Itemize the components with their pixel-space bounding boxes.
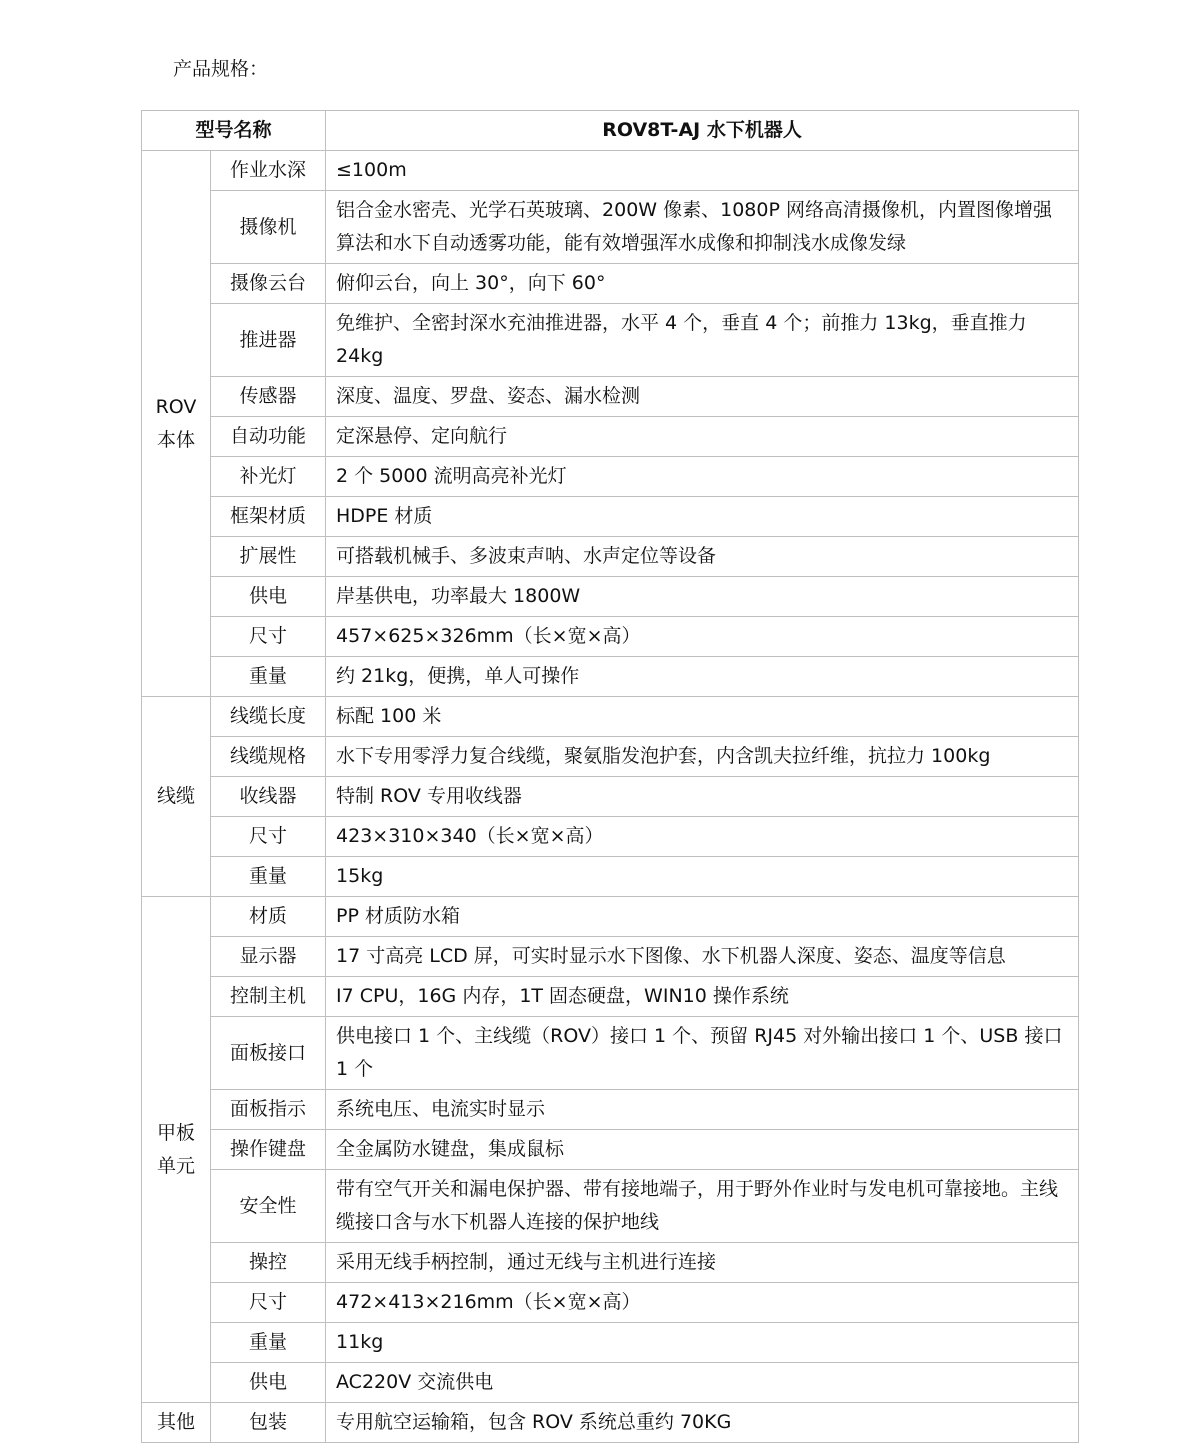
table-row: [142, 897, 1079, 937]
spec-item-value: 深度、温度、罗盘、姿态、漏水检测: [326, 377, 1079, 417]
spec-item-value: I7 CPU，16G 内存，1T 固态硬盘，WIN10 操作系统: [326, 977, 1079, 1017]
spec-item-value: ≤100m: [326, 151, 1079, 191]
table-row: [142, 377, 1079, 417]
table-row: [142, 857, 1079, 897]
table-row: [142, 537, 1079, 577]
spec-item-value: 供电接口 1 个、主线缆（ROV）接口 1 个、预留 RJ45 对外输出接口 1 个、USB 接口 1 个: [326, 1017, 1079, 1090]
spec-item-value: 标配 100 米: [326, 697, 1079, 737]
table-row: [142, 777, 1079, 817]
document-title: 产品规格：: [173, 58, 269, 80]
spec-item-value: 带有空气开关和漏电保护器、带有接地端子，用于野外作业时与发电机可靠接地。主线缆接口含与水下机器人连接的保护地线: [326, 1170, 1079, 1243]
group-label: ROV 本体: [142, 151, 211, 697]
table-row: [142, 1170, 1079, 1243]
table-row: [142, 264, 1079, 304]
spec-item-name: 作业水深: [211, 151, 326, 191]
spec-item-value: 特制 ROV 专用收线器: [326, 777, 1079, 817]
table-row: [142, 1243, 1079, 1283]
spec-item-value: 472×413×216mm（长×宽×高）: [326, 1283, 1079, 1323]
spec-item-name: 线缆长度: [211, 697, 326, 737]
spec-item-name: 补光灯: [211, 457, 326, 497]
spec-item-name: 操控: [211, 1243, 326, 1283]
spec-item-name: 线缆规格: [211, 737, 326, 777]
table-row: [142, 937, 1079, 977]
table-row: [142, 1283, 1079, 1323]
spec-item-value: 17 寸高亮 LCD 屏，可实时显示水下图像、水下机器人深度、姿态、温度等信息: [326, 937, 1079, 977]
spec-item-value: 15kg: [326, 857, 1079, 897]
table-row: [142, 657, 1079, 697]
spec-item-name: 安全性: [211, 1170, 326, 1243]
group-label: 甲板 单元: [142, 897, 211, 1403]
table-row: [142, 1130, 1079, 1170]
table-row: [142, 191, 1079, 264]
spec-item-value: 全金属防水键盘，集成鼠标: [326, 1130, 1079, 1170]
spec-item-value: PP 材质防水箱: [326, 897, 1079, 937]
spec-item-name: 操作键盘: [211, 1130, 326, 1170]
spec-item-value: 水下专用零浮力复合线缆，聚氨脂发泡护套，内含凯夫拉纤维，抗拉力 100kg: [326, 737, 1079, 777]
header-label: 型号名称: [142, 111, 326, 151]
table-row: [142, 151, 1079, 191]
table-row: [142, 1017, 1079, 1090]
spec-item-value: 俯仰云台，向上 30°，向下 60°: [326, 264, 1079, 304]
spec-item-name: 重量: [211, 857, 326, 897]
spec-item-name: 控制主机: [211, 977, 326, 1017]
table-row: [142, 497, 1079, 537]
spec-item-value: 铝合金水密壳、光学石英玻璃、200W 像素、1080P 网络高清摄像机，内置图像增强算法和水下自动透雾功能，能有效增强浑水成像和抑制浅水成像发绿: [326, 191, 1079, 264]
spec-table: [141, 110, 1079, 1443]
table-row: [142, 697, 1079, 737]
spec-item-value: 专用航空运输箱，包含 ROV 系统总重约 70KG: [326, 1403, 1079, 1443]
table-row: [142, 417, 1079, 457]
spec-item-name: 尺寸: [211, 617, 326, 657]
spec-item-value: 2 个 5000 流明高亮补光灯: [326, 457, 1079, 497]
spec-item-value: 定深悬停、定向航行: [326, 417, 1079, 457]
spec-item-name: 重量: [211, 1323, 326, 1363]
spec-item-name: 供电: [211, 577, 326, 617]
spec-item-name: 供电: [211, 1363, 326, 1403]
spec-item-name: 推进器: [211, 304, 326, 377]
table-row: [142, 457, 1079, 497]
spec-item-value: 457×625×326mm（长×宽×高）: [326, 617, 1079, 657]
spec-item-value: 可搭载机械手、多波束声呐、水声定位等设备: [326, 537, 1079, 577]
table-row: [142, 977, 1079, 1017]
spec-item-value: 423×310×340（长×宽×高）: [326, 817, 1079, 857]
spec-item-value: 系统电压、电流实时显示: [326, 1090, 1079, 1130]
spec-item-name: 自动功能: [211, 417, 326, 457]
table-row: [142, 1090, 1079, 1130]
spec-item-value: AC220V 交流供电: [326, 1363, 1079, 1403]
spec-item-name: 收线器: [211, 777, 326, 817]
header-row: [142, 111, 1079, 151]
spec-item-value: HDPE 材质: [326, 497, 1079, 537]
table-row: [142, 1323, 1079, 1363]
spec-item-value: 采用无线手柄控制，通过无线与主机进行连接: [326, 1243, 1079, 1283]
spec-item-name: 传感器: [211, 377, 326, 417]
spec-item-value: 11kg: [326, 1323, 1079, 1363]
spec-item-name: 框架材质: [211, 497, 326, 537]
table-row: [142, 1403, 1079, 1443]
spec-item-name: 面板指示: [211, 1090, 326, 1130]
spec-item-name: 扩展性: [211, 537, 326, 577]
spec-item-name: 重量: [211, 657, 326, 697]
table-row: [142, 737, 1079, 777]
spec-item-name: 面板接口: [211, 1017, 326, 1090]
spec-item-name: 摄像机: [211, 191, 326, 264]
group-label: 线缆: [142, 697, 211, 897]
table-row: [142, 1363, 1079, 1403]
spec-item-name: 材质: [211, 897, 326, 937]
table-row: [142, 617, 1079, 657]
table-row: [142, 577, 1079, 617]
spec-item-name: 摄像云台: [211, 264, 326, 304]
spec-item-value: 约 21kg，便携，单人可操作: [326, 657, 1079, 697]
spec-item-name: 显示器: [211, 937, 326, 977]
table-row: [142, 817, 1079, 857]
header-model: ROV8T-AJ 水下机器人: [326, 111, 1079, 151]
spec-item-name: 尺寸: [211, 1283, 326, 1323]
spec-item-name: 尺寸: [211, 817, 326, 857]
spec-item-value: 免维护、全密封深水充油推进器，水平 4 个，垂直 4 个；前推力 13kg，垂直推力 24kg: [326, 304, 1079, 377]
table-row: [142, 304, 1079, 377]
group-label: 其他: [142, 1403, 211, 1443]
spec-item-value: 岸基供电，功率最大 1800W: [326, 577, 1079, 617]
spec-item-name: 包装: [211, 1403, 326, 1443]
